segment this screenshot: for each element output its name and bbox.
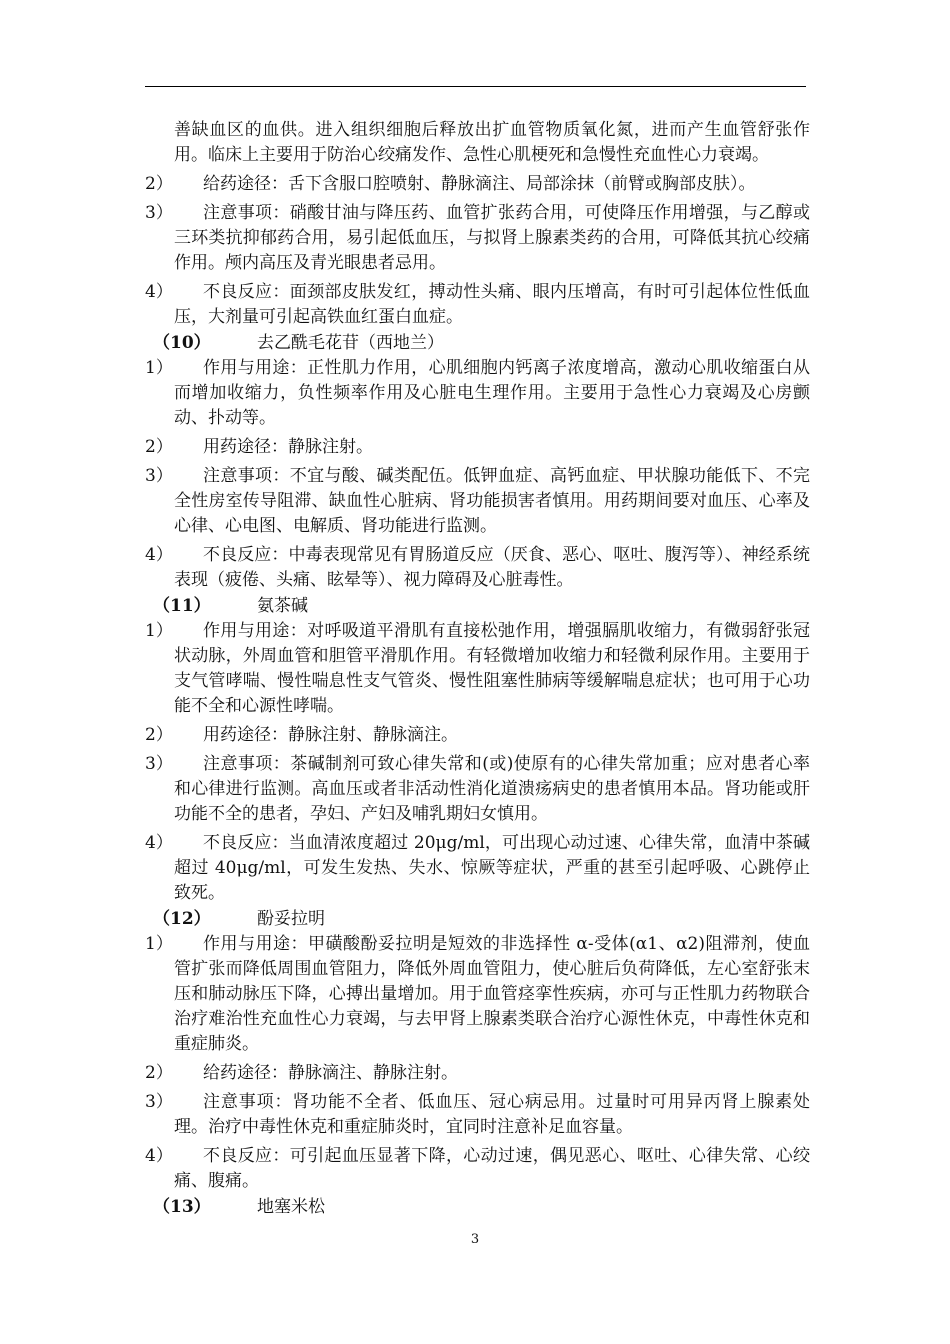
item-number: 3） <box>145 754 173 774</box>
document-body <box>145 118 810 1220</box>
item-number: 3） <box>145 1092 173 1112</box>
section-heading <box>145 331 810 356</box>
list-item <box>145 464 810 539</box>
item-text: 不良反应：面颈部皮肤发红，搏动性头痛、眼内压增高，有时可引起体位性低血压，大剂量可引起高铁血红蛋白血症。 <box>174 282 810 327</box>
item-text: 作用与用途：正性肌力作用，心肌细胞内钙离子浓度增高，激动心肌收缩蛋白从而增加收缩力，负性频率作用及心脏电生理作用。主要用于急性心力衰竭及心房颤动、扑动等。 <box>174 358 810 428</box>
list-item <box>145 543 810 593</box>
item-text: 用药途径：静脉注射、静脉滴注。 <box>203 725 458 745</box>
item-number: 2） <box>145 174 173 194</box>
item-number: 2） <box>145 437 173 457</box>
page-number: 3 <box>470 1232 480 1247</box>
item-number: 1） <box>145 621 173 641</box>
section-title: 氨茶碱 <box>257 596 308 616</box>
item-text: 不良反应：当血清浓度超过 20μg/ml，可出现心动过速、心律失常，血清中茶碱超过 40μg/ml，可发生发热、失水、惊厥等症状，严重的甚至引起呼吸、心跳停止致死。 <box>174 833 810 903</box>
item-text: 用药途径：静脉注射。 <box>203 437 373 457</box>
list-item <box>145 619 810 719</box>
list-item <box>145 118 810 168</box>
item-text: 注意事项：茶碱制剂可致心律失常和(或)使原有的心律失常加重；应对患者心率和心律进行监测。高血压或者非活动性消化道溃疡病史的患者慎用本品。肾功能或肝功能不全的患者，孕妇、产妇及哺乳期妇女慎用。 <box>174 754 810 824</box>
header-rule <box>145 86 806 87</box>
item-number: 1） <box>145 358 173 378</box>
item-text: 给药途径：舌下含服口腔喷射、静脉滴注、局部涂抹（前臂或胸部皮肤）。 <box>203 174 756 194</box>
item-number: 2） <box>145 1063 173 1083</box>
item-number: 3） <box>145 466 173 486</box>
paragraph-text: 善缺血区的血供。进入组织细胞后释放出扩血管物质氧化氮，进而产生血管舒张作用。临床上主要用于防治心绞痛发作、急性心肌梗死和急慢性充血性心力衰竭。 <box>174 120 810 165</box>
item-number: 3） <box>145 203 173 223</box>
list-item <box>145 201 810 276</box>
section-title: 地塞米松 <box>257 1197 325 1217</box>
item-text: 注意事项：不宜与酸、碱类配伍。低钾血症、高钙血症、甲状腺功能低下、不完全性房室传导阻滞、缺血性心脏病、肾功能损害者慎用。用药期间要对血压、心率及心律、心电图、电解质、肾功能进行监测。 <box>174 466 810 536</box>
list-item <box>145 280 810 330</box>
list-item <box>145 723 810 748</box>
item-text: 给药途径：静脉滴注、静脉注射。 <box>203 1063 458 1083</box>
list-item <box>145 932 810 1057</box>
item-text: 不良反应：中毒表现常见有胃肠道反应（厌食、恶心、呕吐、腹泻等）、神经系统表现（疲倦、头痛、眩晕等）、视力障碍及心脏毒性。 <box>174 545 810 590</box>
section-title: 酚妥拉明 <box>257 909 325 929</box>
item-text: 注意事项：硝酸甘油与降压药、血管扩张药合用，可使降压作用增强，与乙醇或三环类抗抑郁药合用，易引起低血压，与拟肾上腺素类药的合用，可降低其抗心绞痛作用。颅内高压及青光眼患者忌用。 <box>174 203 810 273</box>
list-item <box>145 435 810 460</box>
section-number: （10） <box>153 333 211 353</box>
item-text: 作用与用途：对呼吸道平滑肌有直接松弛作用，增强膈肌收缩力，有微弱舒张冠状动脉，外周血管和胆管平滑肌作用。有轻微增加收缩力和轻微利尿作用。主要用于支气管哮喘、慢性喘息性支气管炎、慢性阻塞性肺病等缓解喘息症状；也可用于心功能不全和心源性哮喘。 <box>174 621 810 716</box>
section-number: （12） <box>153 909 211 929</box>
list-item <box>145 1144 810 1194</box>
item-number: 4） <box>145 833 173 853</box>
item-number: 4） <box>145 282 173 302</box>
item-number: 4） <box>145 1146 173 1166</box>
item-text: 不良反应：可引起血压显著下降，心动过速，偶见恶心、呕吐、心律失常、心绞痛、腹痛。 <box>174 1146 810 1191</box>
section-heading <box>145 1195 810 1220</box>
section-title: 去乙酰毛花苷（西地兰） <box>257 333 444 353</box>
item-text: 作用与用途：甲磺酸酚妥拉明是短效的非选择性 α-受体(α1、α2)阻滞剂，使血管扩张而降低周围血管阻力，降低外周血管阻力，使心脏后负荷降低，左心室舒张末压和肺动脉压下降，心搏出量增加。用于血管痉挛性疾病，亦可与正性肌力药物联合治疗难治性充血性心力衰竭，与去甲肾上腺素类联合治疗心源性休克，中毒性休克和重症肺炎。 <box>174 934 810 1054</box>
item-number: 1） <box>145 934 173 954</box>
section-number: （13） <box>153 1197 211 1217</box>
list-item <box>145 752 810 827</box>
list-item <box>145 831 810 906</box>
section-number: （11） <box>153 596 211 616</box>
list-item <box>145 1090 810 1140</box>
item-text: 注意事项：肾功能不全者、低血压、冠心病忌用。过量时可用异丙肾上腺素处理。治疗中毒性休克和重症肺炎时，宜同时注意补足血容量。 <box>174 1092 810 1137</box>
section-heading <box>145 907 810 932</box>
list-item <box>145 172 810 197</box>
list-item <box>145 1061 810 1086</box>
section-heading <box>145 594 810 619</box>
list-item <box>145 356 810 431</box>
item-number: 2） <box>145 725 173 745</box>
item-number: 4） <box>145 545 173 565</box>
